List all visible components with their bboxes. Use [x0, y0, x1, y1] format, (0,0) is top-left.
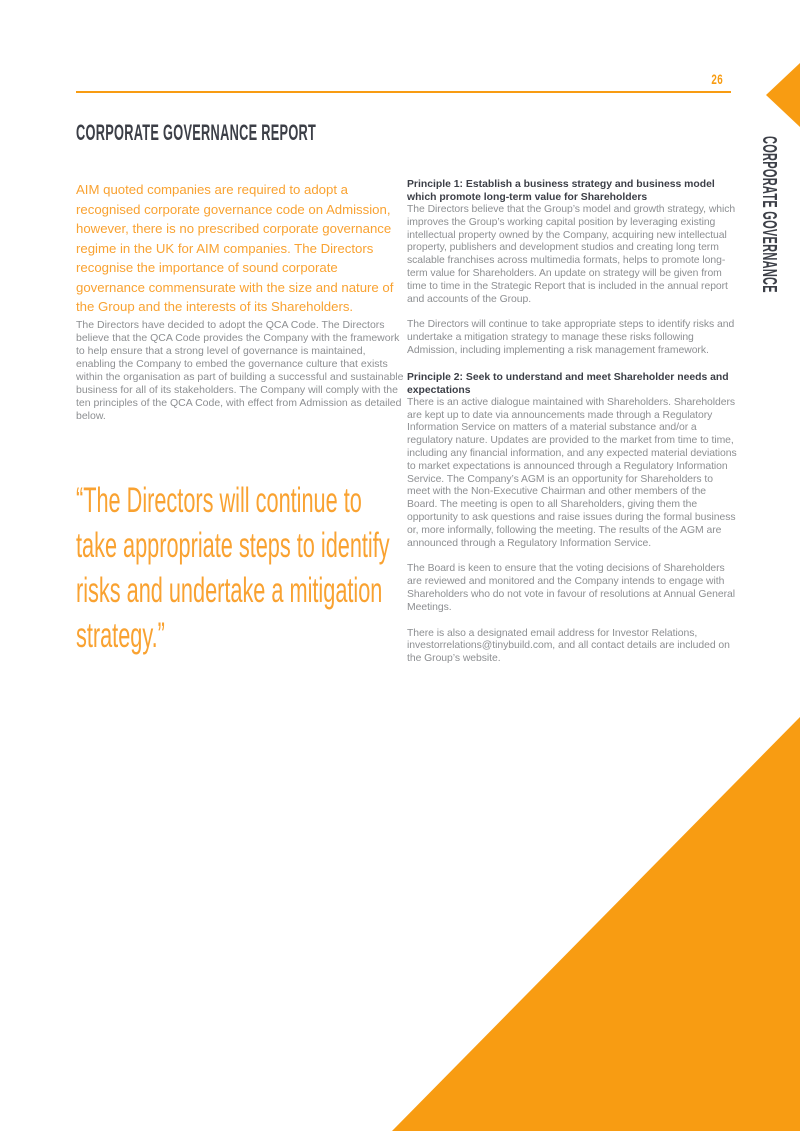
side-section-label: CORPORATE GOVERNANCE [758, 136, 780, 293]
corner-arrow-icon [766, 63, 800, 127]
page-title: CORPORATE GOVERNANCE REPORT [76, 119, 317, 145]
principle-2-heading: Principle 2: Seek to understand and meet Shareholder needs and expectations [407, 371, 729, 396]
bottom-triangle-decoration [392, 717, 800, 1131]
left-column [76, 180, 409, 423]
pull-quote: “The Directors will continue to take appropriate steps to identify risks and undertake a mitigation strategy.” [76, 481, 390, 655]
body-paragraph: The Directors have decided to adopt the QCA Code. The Directors believe that the QCA Code provides the Company with the framework to help ensure that a strong level of governance is maintained, enabling the Company to embed the governance culture that exists within the organisation as part of building a successful and sustainable business for all of its stakeholders. The Company will comply with the ten principles of the QCA Code, with effect from Admission as detailed below. [76, 318, 404, 423]
principle-1-paragraph: The Directors believe that the Group’s model and growth strategy, which improves the Group’s working capital position by leveraging existing intellectual property owned by the Company, acquiring new intellectual property, publishers and development studios and creating long term scalable franchises across multimedia formats, helps to promote long-term value for Shareholders. An update on strategy will be given from time to time in the Strategic Report that is included in the annual report and accounts of the Group. [407, 204, 736, 305]
intro-paragraph: AIM quoted companies are required to adopt a recognised corporate governance code on Admission, however, there is no prescribed corporate governance regime in the UK for AIM companies. The Directors recognise the importance of sound corporate governance commensurate with the size and nature of the Group and the interests of its Shareholders. [76, 182, 394, 314]
header-rule [76, 91, 731, 93]
right-column [407, 178, 737, 679]
page-number: 26 [711, 71, 723, 87]
principle-2-paragraph: There is also a designated email address for Investor Relations, investorrelations@tinybuild.com, and all contact details are included on the Group’s website. [407, 627, 730, 665]
principle-1-heading: Principle 1: Establish a business strategy and business model which promote long-term value for Shareholders [407, 179, 715, 203]
principle-2-paragraph: The Board is keen to ensure that the voting decisions of Shareholders are reviewed and monitored and the Company intends to engage with Shareholders who do not vote in favour of resolutions at Annual General Meetings. [407, 563, 736, 613]
principle-2-paragraph: There is an active dialogue maintained with Shareholders. Shareholders are kept up to date via announcements made through a Regulatory Information Service on matters of a material substance and/or a regulatory nature. Updates are provided to the market from time to time, including any financial information, and any expected material deviations to market expectations is announced through a Regulatory Information Service. The Company’s AGM is an opportunity for Shareholders to meet with the Non-Executive Chairman and other members of the Board. The meeting is open to all Shareholders, giving them the opportunity to ask questions and raise issues during the formal business or, more informally, following the meeting. The results of the AGM are announced through a Regulatory Information Service. [407, 396, 737, 549]
principle-1-paragraph: The Directors will continue to take appropriate steps to identify risks and undertake a mitigation strategy to manage these risks following Admission, including implementing a risk management framework. [407, 319, 735, 356]
